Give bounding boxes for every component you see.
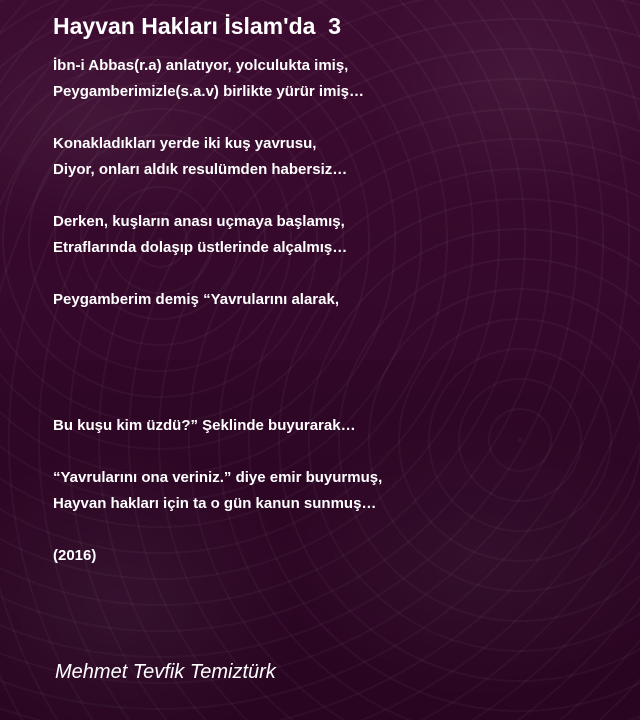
poem-line: Diyor, onları aldık resulümden habersiz… (53, 161, 348, 178)
poem-line: Peygamberim demiş “Yavrularını alarak, (53, 291, 339, 308)
poem-line: “Yavrularını ona veriniz.” diye emir buyurmuş, (53, 469, 383, 486)
poem-title: Hayvan Hakları İslam'da 3 (53, 13, 342, 39)
poem-line: Peygamberimizle(s.a.v) birlikte yürür imiş… (53, 83, 364, 100)
poem-line: Bu kuşu kim üzdü?” Şeklinde buyurarak… (53, 417, 356, 434)
poem-line: Konakladıkları yerde iki kuş yavrusu, (53, 135, 317, 152)
poem-line: Etraflarında dolaşıp üstlerinde alçalmış… (53, 239, 348, 256)
poem-line: Hayvan hakları için ta o gün kanun sunmuş… (53, 495, 377, 512)
poem-year: (2016) (53, 547, 97, 564)
poem-line: Derken, kuşların anası uçmaya başlamış, (53, 213, 345, 230)
poem-line: İbn-i Abbas(r.a) anlatıyor, yolculukta imiş, (53, 57, 349, 74)
poem-author: Mehmet Tevfik Temiztürk (55, 661, 276, 683)
